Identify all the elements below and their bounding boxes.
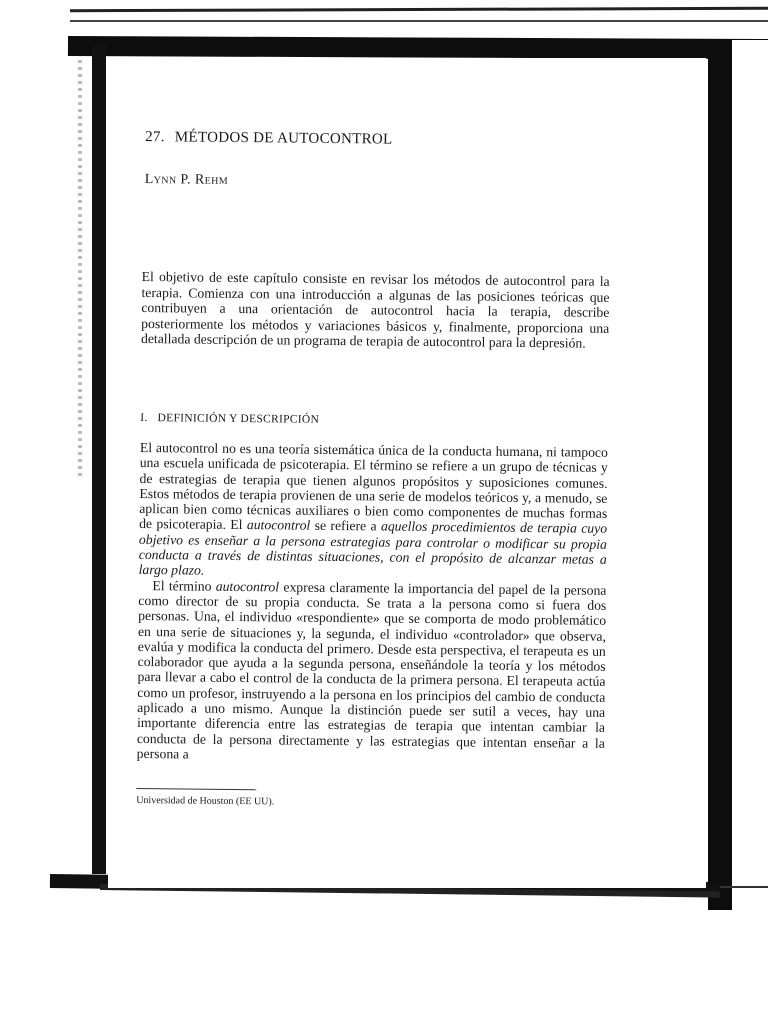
section-heading: [140, 412, 319, 426]
chapter-title-text: MÉTODOS DE AUTOCONTROL: [174, 129, 393, 148]
paragraph-2-italic-term: autocontrol: [215, 578, 280, 595]
scan-left-shadow: [92, 44, 106, 874]
document-page: [108, 58, 706, 888]
section-number: I.: [140, 411, 148, 425]
scan-top-shadow: [68, 36, 768, 59]
paragraph-1-text-a: El autocontrol no es una teoría sistemática única de la conducta humana, ni tampoco una escuela unificada de psicoterapia. El término se refiere a un grupo de técnicas y de estrategias de terapia que tienen algunos propósitos y suposiciones comunes. Estos métodos de terapia provienen de una serie de modelos teóricos y, a menudo, se aplican bien como técnicas auxiliares o bien como componentes de muchas formas de psicoterapia. El: [139, 439, 608, 533]
section-body: [137, 440, 608, 766]
paragraph-2-text-a: El término: [152, 577, 216, 594]
paragraph-1-italic-definition: aquellos procedimientos de terapia cuyo objetivo es enseñar a la persona estrategias para controlar o modificar su propia conducta a través de distintas situaciones, con el propósito de alcanzar metas a largo plazo.: [138, 518, 608, 579]
footnote: Universidad de Houston (EE UU).: [136, 794, 275, 808]
scan-right-outer-area: [732, 40, 768, 900]
scan-top-edge-line-2: [70, 20, 768, 22]
scan-bottom-right-line: [720, 886, 768, 888]
section-title: DEFINICIÓN Y DESCRIPCIÓN: [157, 412, 320, 426]
footnote-divider: [136, 788, 256, 790]
scan-left-faint-edge: [78, 60, 82, 480]
scan-right-shadow: [708, 40, 732, 910]
author-name: Lynn P. Rehm: [144, 172, 229, 188]
paragraph-1-italic-term: autocontrol: [246, 517, 311, 534]
chapter-title: [145, 129, 393, 149]
body-paragraph-2: [137, 578, 607, 766]
scan-top-edge-line: [70, 7, 768, 12]
paragraph-2-text-b: expresa claramente la importancia del papel de la persona como director de su propia conducta. Se trata a la persona como si fuera dos personas. Una, el individuo «respondiente» que se comporta de modo problemático en una serie de situaciones y, la segunda, el individuo «controlador» que observa, evalúa y modifica la conducta del primero. Desde esta perspectiva, el terapeuta es un colaborador que ayuda a la segunda persona, enseñándole la teoría y los métodos para llevar a cabo el control de la conducta de la primera persona. El terapeuta actúa como un profesor, instruyendo a la persona en los principios del cambio de conducta aplicado a uno mismo. Aunque la distinción puede ser sutil a veces, hay una importante diferencia entre las estrategias de terapia que intentan cambiar la conducta de la persona directamente y las estrategias que intentan enseñar a la persona a: [136, 579, 607, 762]
paragraph-1-text-b: se refiere a: [310, 518, 382, 534]
page-content: [136, 58, 612, 808]
chapter-number: 27.: [145, 129, 165, 146]
body-paragraph-1: [139, 440, 608, 583]
chapter-abstract: El objetivo de este capítulo consiste en revisar los métodos de autocontrol para la terapia. Comienza con una introducción a algunas de las posiciones teóricas que contribuyen a una orientación de autocontrol hacia la terapia, describe posteriormente los métodos y variaciones básicos y, finalmente, proporciona una detallada descripción de un programa de terapia de autocontrol para la depresión.: [140, 268, 610, 352]
